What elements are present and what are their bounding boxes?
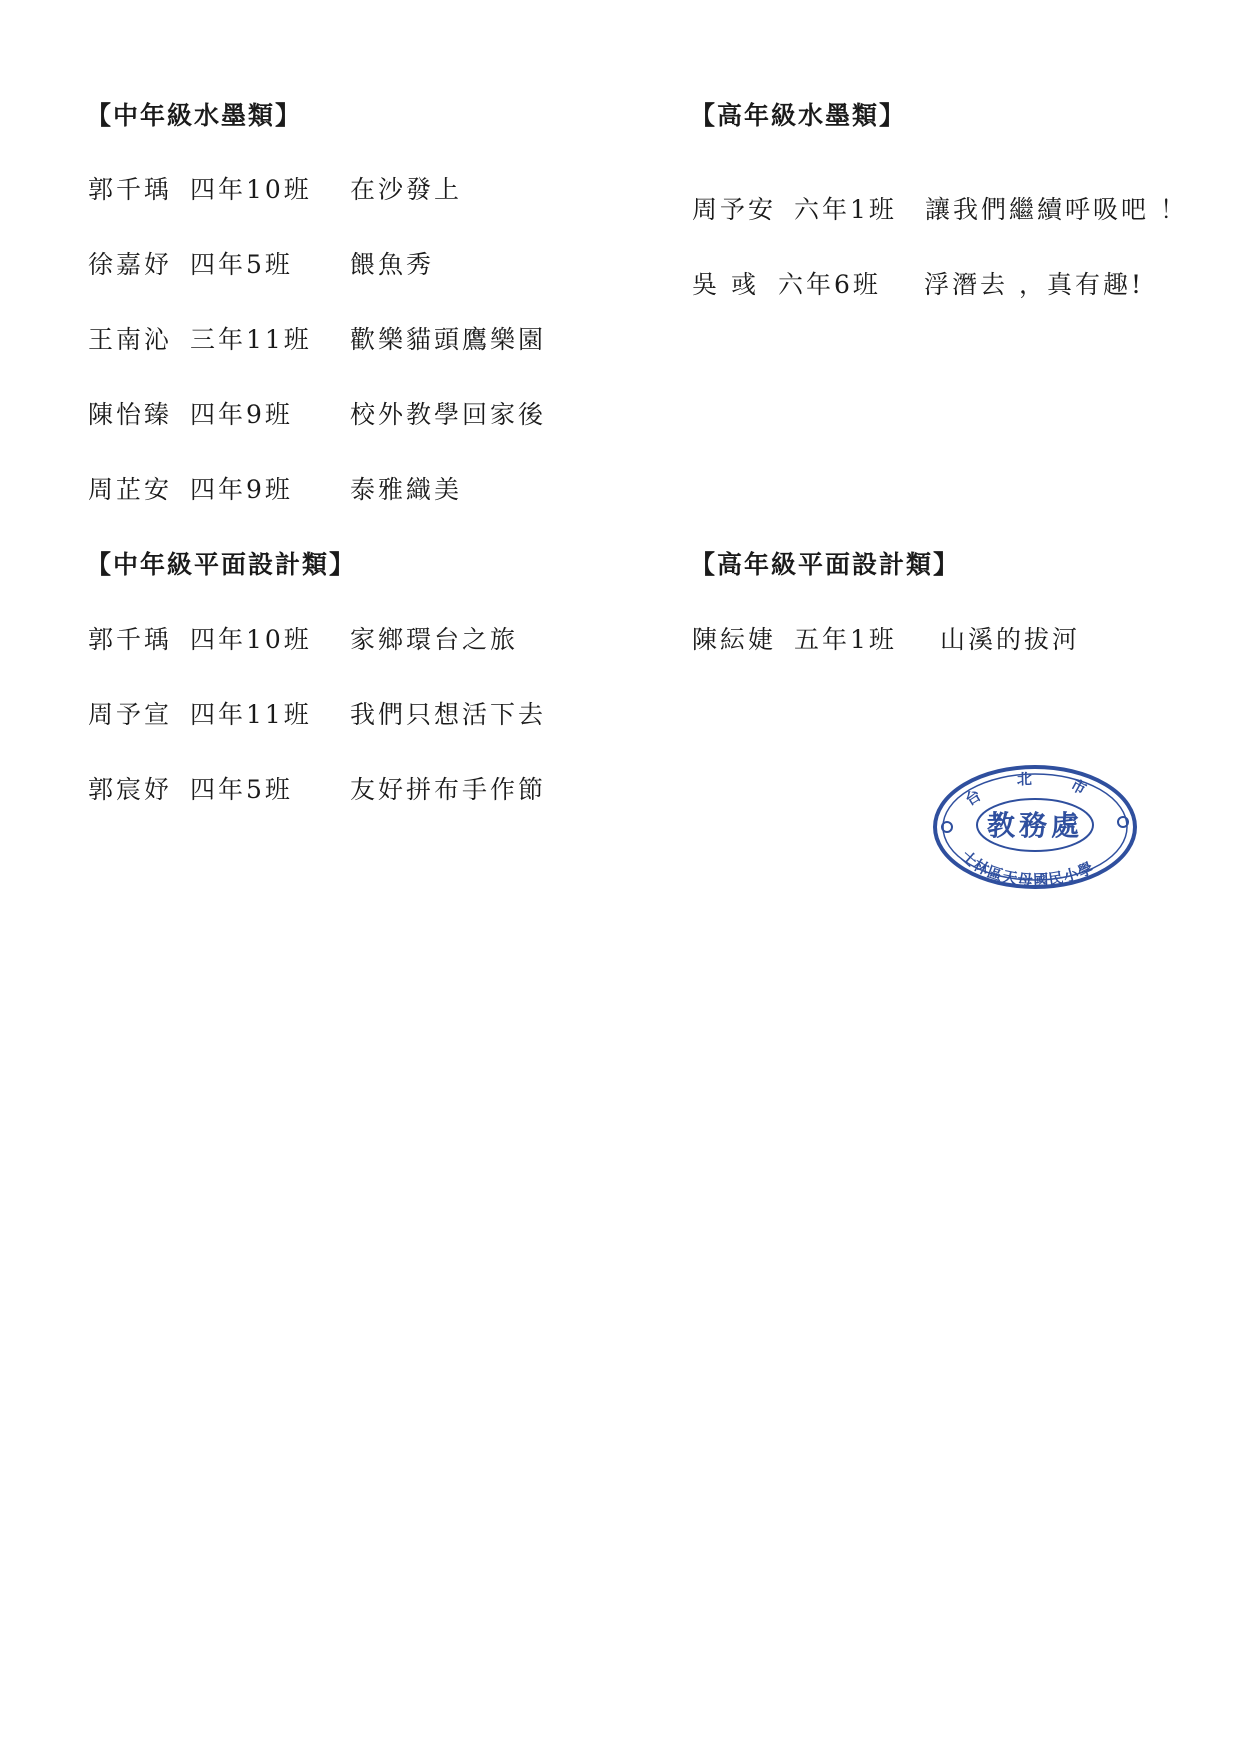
work-title: 校外教學回家後 [350, 400, 547, 429]
student-class: 四年9班 [190, 475, 293, 504]
stamp-bottom-text: 士林區天母國民小學 [957, 846, 1097, 890]
school-seal-stamp [930, 762, 1140, 892]
work-title: 山溪的拔河 [940, 625, 1081, 654]
student-class: 五年1班 [794, 625, 897, 654]
work-title: 浮潛去 ，真有趣! [924, 270, 1144, 299]
student-name: 王南沁 [88, 325, 173, 354]
student-class: 六年6班 [778, 270, 881, 299]
work-title: 我們只想活下去 [350, 700, 547, 729]
work-title: 餵魚秀 [350, 250, 435, 279]
student-name: 郭千瑀 [88, 625, 173, 654]
student-name: 周予宣 [88, 700, 173, 729]
stamp-top-text: 台 北 市 [962, 769, 1104, 810]
work-title: 歡樂貓頭鷹樂園 [350, 325, 547, 354]
student-name: 郭千瑀 [88, 175, 173, 204]
svg-text:士林區天母國民小學 [957, 847, 1097, 889]
high-design-title: 【高年級平面設計類】 [690, 550, 961, 579]
work-title: 泰雅織美 [350, 475, 463, 504]
work-title: 友好拼布手作節 [350, 775, 547, 804]
student-class: 六年1班 [794, 195, 897, 224]
mid-design-title: 【中年級平面設計類】 [86, 550, 357, 579]
student-class: 三年11班 [190, 325, 312, 354]
work-title: 家鄉環台之旅 [350, 625, 519, 654]
student-name: 吳 彧 [692, 270, 759, 299]
student-name: 周予安 [692, 195, 777, 224]
mid-ink-title: 【中年級水墨類】 [86, 101, 303, 130]
high-ink-title: 【高年級水墨類】 [690, 101, 907, 130]
student-class: 四年10班 [190, 625, 312, 654]
student-name: 陳紜婕 [692, 625, 777, 654]
student-name: 郭宸妤 [88, 775, 173, 804]
stamp-center-text: 教務處 [986, 809, 1084, 842]
work-title: 讓我們繼續呼吸吧 ！ [925, 195, 1188, 224]
student-class: 四年9班 [190, 400, 293, 429]
student-name: 周芷安 [88, 475, 173, 504]
student-class: 四年5班 [190, 775, 293, 804]
student-class: 四年10班 [190, 175, 312, 204]
student-name: 陳怡臻 [88, 400, 173, 429]
work-title: 在沙發上 [350, 175, 463, 204]
student-name: 徐嘉妤 [88, 250, 173, 279]
student-class: 四年11班 [190, 700, 312, 729]
student-class: 四年5班 [190, 250, 293, 279]
